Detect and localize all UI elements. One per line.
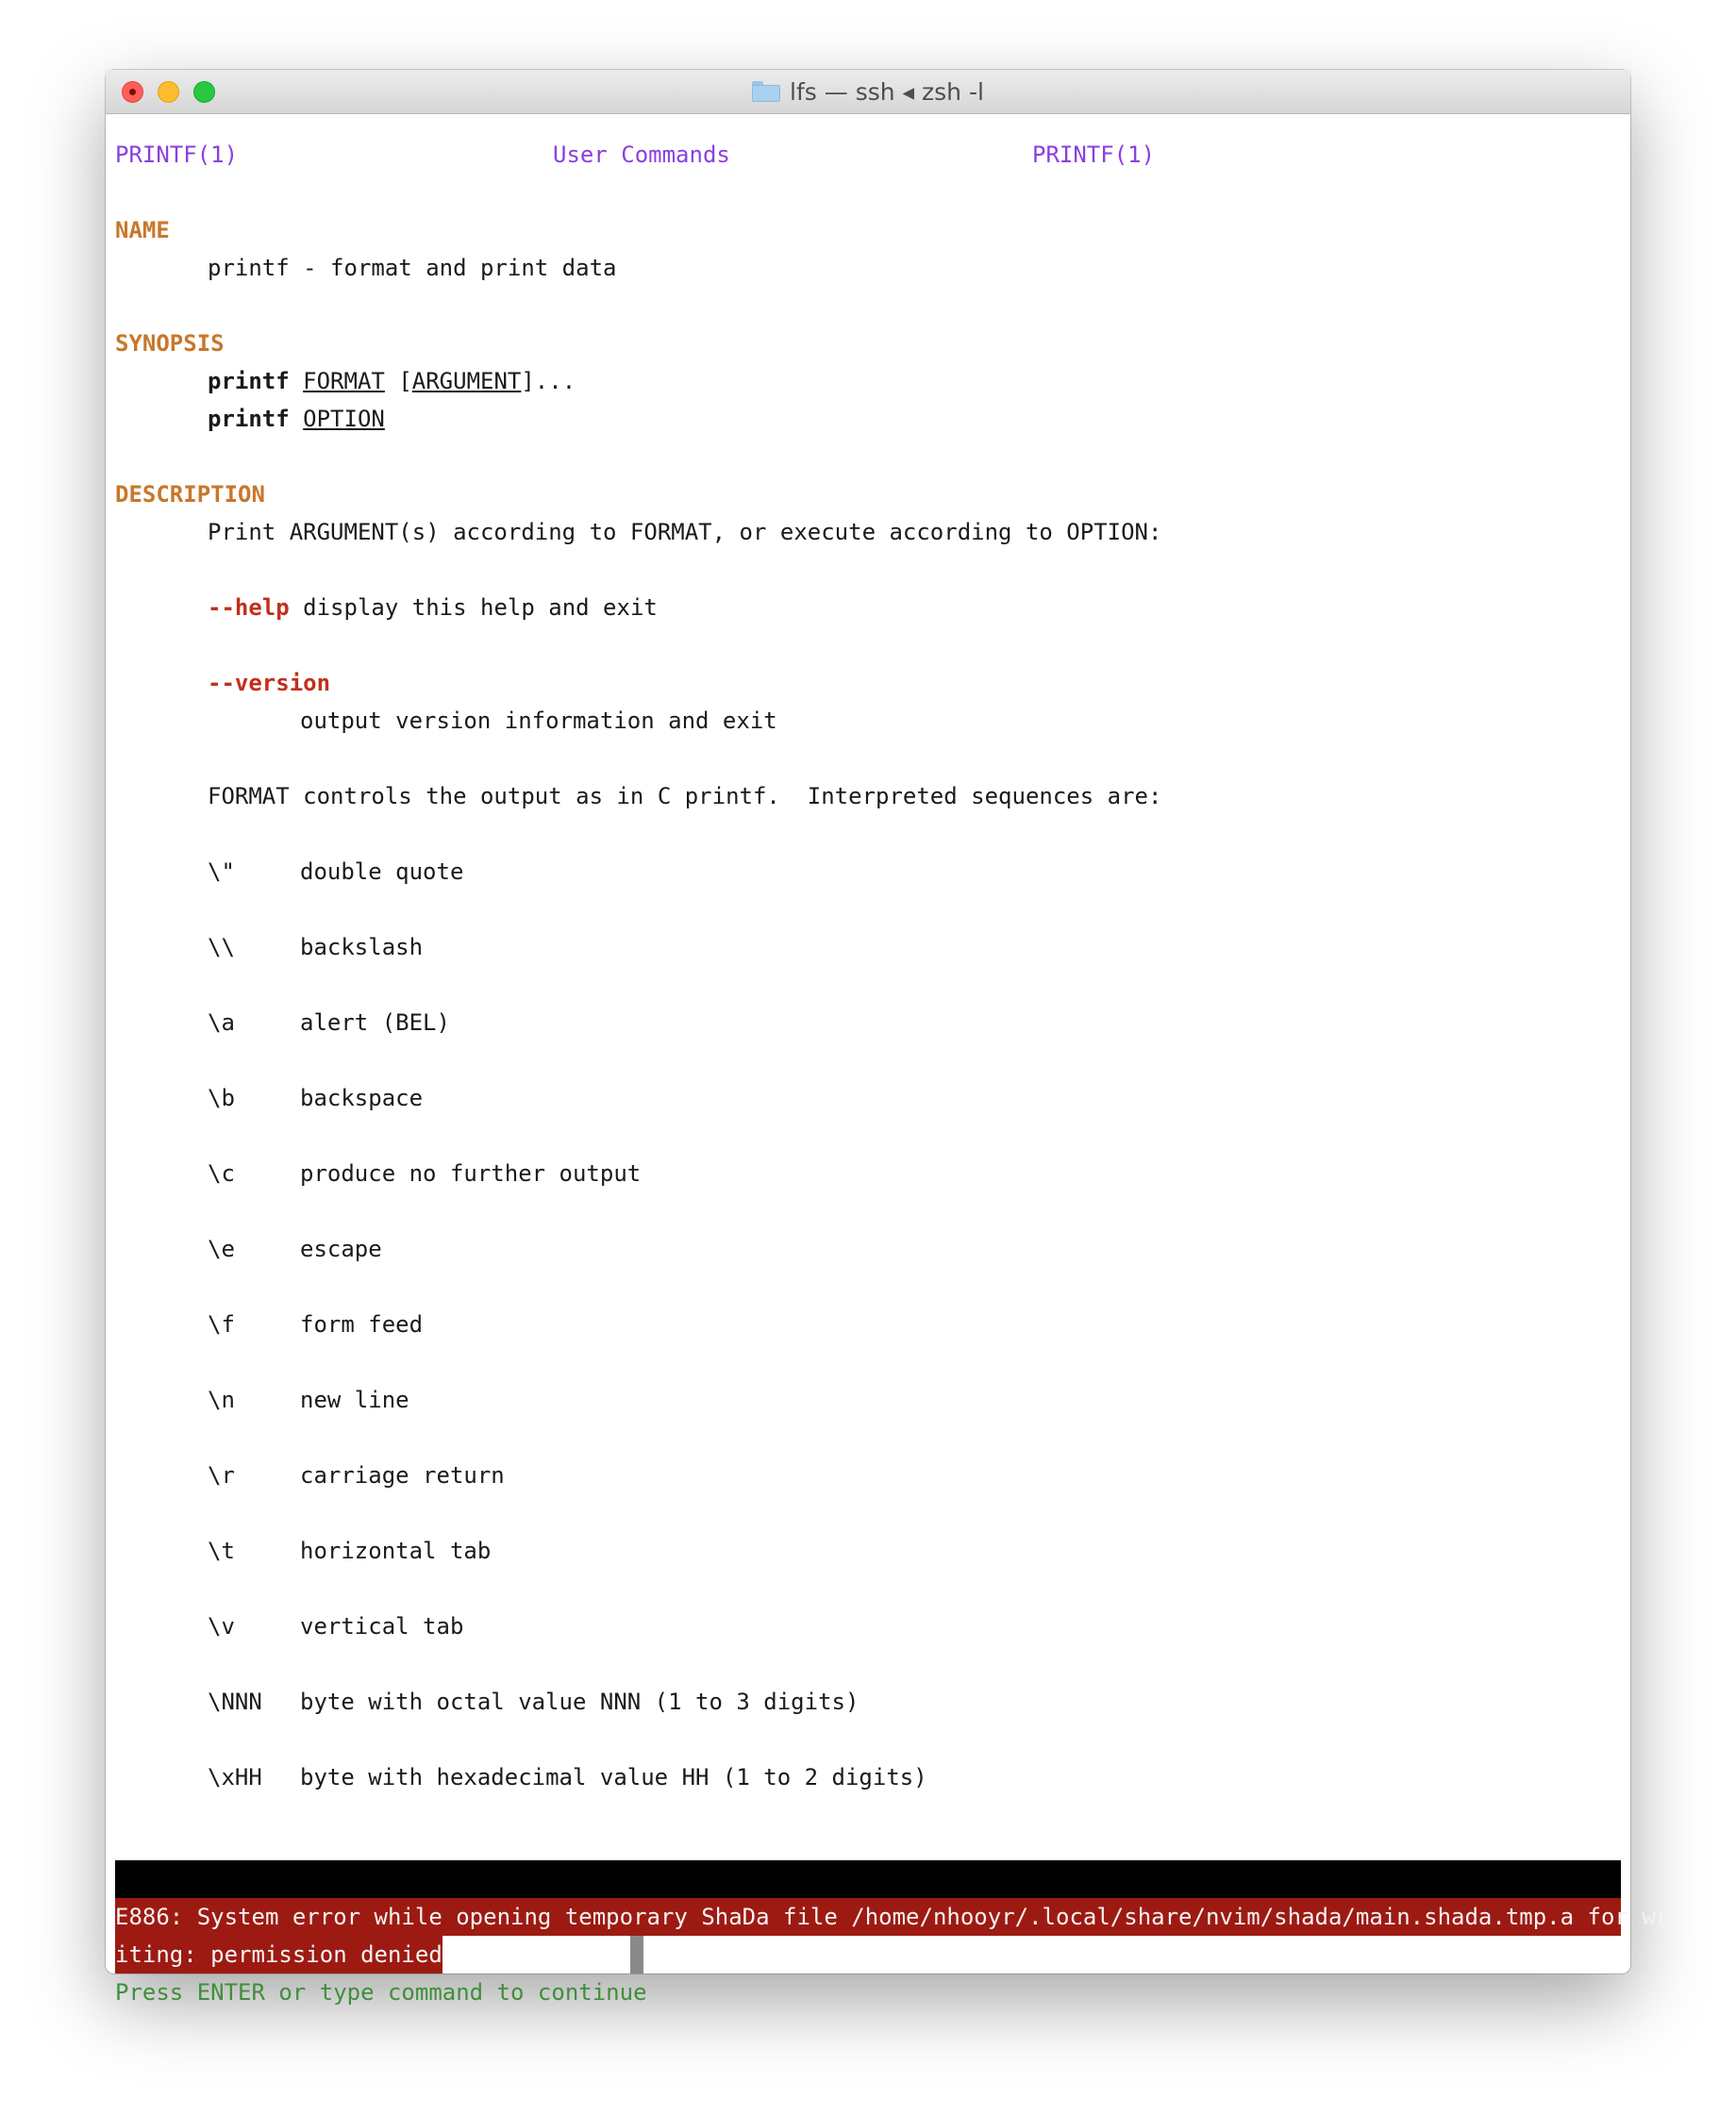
help-option	[208, 589, 658, 626]
section-heading-name: NAME	[115, 217, 170, 243]
error-message-line-1: E886: System error while opening temporary ShaDa file /home/nhooyr/.local/share/nvim/shada/main.shada.tmp.a for wr	[115, 1898, 1621, 1936]
synopsis-rest: ]...	[521, 368, 576, 394]
sequence-desc: new line	[300, 1387, 409, 1413]
sequence-desc: double quote	[300, 858, 464, 885]
synopsis-line-1	[208, 362, 576, 400]
sequence-code: \t	[208, 1538, 235, 1564]
description-text: Print ARGUMENT(s) according to FORMAT, or execute according to OPTION:	[208, 519, 1162, 545]
window-title-area	[106, 70, 1630, 113]
sequence-code: \\	[208, 934, 235, 960]
sequence-code: \xHH	[208, 1764, 262, 1790]
sequence-desc: backslash	[300, 934, 424, 960]
sequence-code: \a	[208, 1009, 235, 1036]
format-text: FORMAT controls the output as in C printf. Interpreted sequences are:	[208, 783, 1162, 809]
sequence-desc: produce no further output	[300, 1160, 642, 1187]
synopsis-line-2	[208, 400, 385, 438]
sequence-code: \c	[208, 1160, 235, 1187]
error-message-line-2: iting: permission denied	[115, 1936, 442, 1973]
window-title: lfs — ssh ◂ zsh -l	[790, 77, 984, 106]
sequence-desc: alert (BEL)	[300, 1009, 450, 1036]
sequence-desc: horizontal tab	[300, 1538, 492, 1564]
folder-icon	[752, 81, 780, 102]
section-heading-synopsis: SYNOPSIS	[115, 330, 225, 357]
man-header-center: User Commands	[553, 142, 730, 168]
help-text: display this help and exit	[303, 594, 658, 621]
terminal-content[interactable]	[115, 113, 1670, 2006]
sequence-desc: byte with hexadecimal value HH (1 to 2 digits)	[300, 1764, 927, 1790]
title-bar[interactable]	[106, 70, 1630, 114]
sequence-code: \v	[208, 1613, 235, 1640]
sequence-desc: backspace	[300, 1085, 424, 1111]
terminal-window	[106, 70, 1670, 2006]
synopsis-arg-option: OPTION	[303, 406, 385, 432]
continue-prompt: Press ENTER or type command to continue	[115, 1979, 647, 2006]
section-heading-description: DESCRIPTION	[115, 481, 265, 508]
sequence-desc: vertical tab	[300, 1613, 464, 1640]
synopsis-arg-format: FORMAT	[303, 368, 385, 394]
synopsis-arg-argument: ARGUMENT	[411, 368, 522, 394]
sequence-code: \n	[208, 1387, 235, 1413]
sequence-code: \"	[208, 858, 235, 885]
synopsis-cmd: printf	[208, 368, 290, 394]
version-text: output version information and exit	[300, 708, 777, 734]
sequence-code: \NNN	[208, 1689, 262, 1715]
sequence-desc: carriage return	[300, 1462, 505, 1489]
sequence-desc: byte with octal value NNN (1 to 3 digits)	[300, 1689, 860, 1715]
text-cursor	[630, 1936, 643, 1973]
synopsis-bracket: [	[398, 368, 412, 394]
sequence-code: \b	[208, 1085, 235, 1111]
sequence-code: \e	[208, 1236, 235, 1262]
synopsis-cmd: printf	[208, 406, 290, 432]
sequence-code: \r	[208, 1462, 235, 1489]
message-separator-bar	[115, 1860, 1621, 1898]
name-text: printf - format and print data	[208, 255, 617, 281]
help-flag: --help	[208, 594, 290, 621]
man-header-left: PRINTF(1)	[115, 142, 239, 168]
sequence-desc: form feed	[300, 1311, 424, 1338]
version-flag: --version	[208, 670, 331, 696]
sequence-code: \f	[208, 1311, 235, 1338]
man-header-right: PRINTF(1)	[1032, 142, 1156, 168]
sequence-desc: escape	[300, 1236, 382, 1262]
